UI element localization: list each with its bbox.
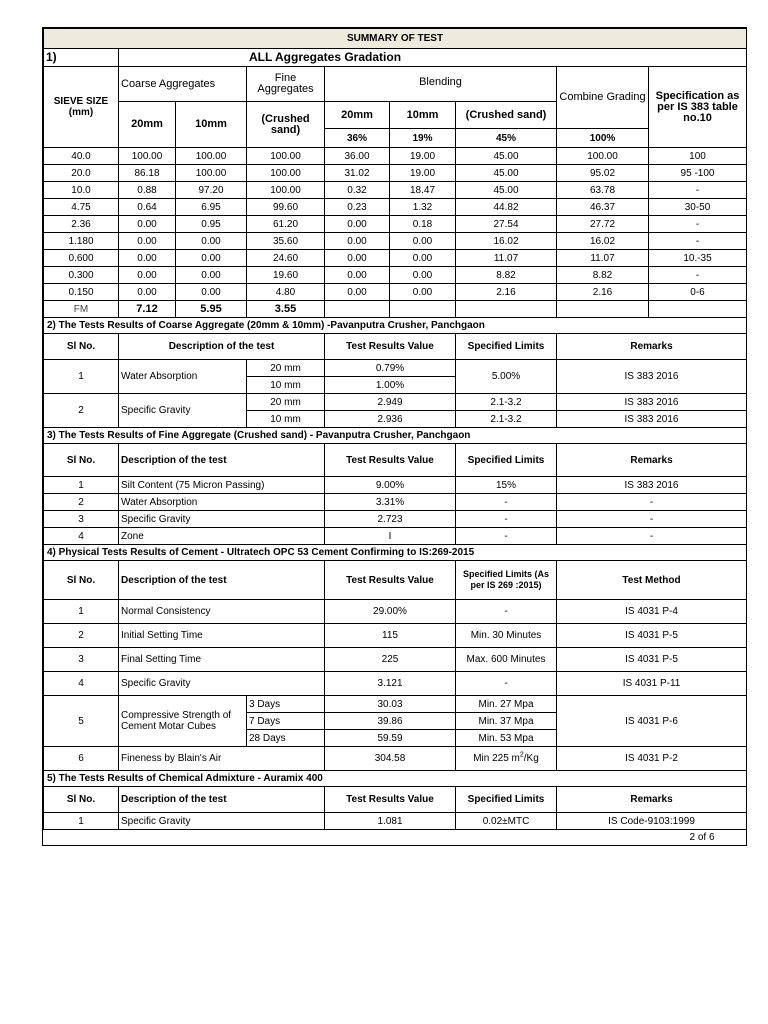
s4-sl-cell: 3 bbox=[44, 648, 119, 672]
specification-cell: - bbox=[649, 233, 747, 250]
s4-method-cell: IS 4031 P-11 bbox=[557, 672, 747, 696]
gradation-row bbox=[44, 267, 747, 284]
s2-wa-remark: IS 383 2016 bbox=[557, 360, 747, 394]
s3-desc-cell: Silt Content (75 Micron Passing) bbox=[119, 477, 325, 494]
gradation-row bbox=[44, 250, 747, 267]
s4-cs-limit-28: Min. 53 Mpa bbox=[456, 730, 557, 747]
s4-value-cell: 225 bbox=[325, 648, 456, 672]
blend-20mm-cell: 36.00 bbox=[325, 148, 390, 165]
coarse-10mm-cell: 0.00 bbox=[176, 284, 247, 301]
blend-sand-cell: 2.16 bbox=[456, 284, 557, 301]
blend-20mm-cell: 0.32 bbox=[325, 182, 390, 199]
sieve-size-cell: 2.36 bbox=[44, 216, 119, 233]
s3-limit-cell: - bbox=[456, 528, 557, 545]
s2-wa-val1: 0.79% bbox=[325, 360, 456, 377]
blend-20mm-percent: 36% bbox=[325, 129, 390, 148]
blend-sand-cell: 16.02 bbox=[456, 233, 557, 250]
gradation-row bbox=[44, 165, 747, 182]
section1-number: 1) bbox=[44, 49, 119, 67]
s4-cs-desc: Compressive Strength of Cement Motar Cubes bbox=[119, 696, 247, 747]
s5-remark: IS Code-9103:1999 bbox=[557, 813, 747, 830]
blend-sand-cell: 45.00 bbox=[456, 165, 557, 182]
coarse-10mm-header: 10mm bbox=[176, 102, 247, 148]
s5-remarks-header: Remarks bbox=[557, 787, 747, 813]
s4-cs-day-3: 3 Days bbox=[247, 696, 325, 713]
fine-sand-cell: 35.60 bbox=[247, 233, 325, 250]
fine-sand-cell: 24.60 bbox=[247, 250, 325, 267]
blend-20mm-cell: 0.00 bbox=[325, 284, 390, 301]
cement-row bbox=[44, 624, 747, 648]
blend-20mm-cell: 0.00 bbox=[325, 267, 390, 284]
s5-desc-header: Description of the test bbox=[119, 787, 325, 813]
s3-desc-cell: Zone bbox=[119, 528, 325, 545]
specification-cell: 10.-35 bbox=[649, 250, 747, 267]
sieve-size-cell: 0.600 bbox=[44, 250, 119, 267]
s4-sl-cell: 2 bbox=[44, 624, 119, 648]
blend-10mm-cell: 19.00 bbox=[390, 165, 456, 182]
combine-grading-cell: 16.02 bbox=[557, 233, 649, 250]
blend-10mm-cell: 1.32 bbox=[390, 199, 456, 216]
coarse-10mm-cell: 0.00 bbox=[176, 267, 247, 284]
s2-sg-desc: Specific Gravity bbox=[119, 394, 247, 428]
s3-value-cell: 3.31% bbox=[325, 494, 456, 511]
s2-sg-val1: 2.949 bbox=[325, 394, 456, 411]
coarse-10mm-cell: 97.20 bbox=[176, 182, 247, 199]
fine-sand-cell: 61.20 bbox=[247, 216, 325, 233]
section2-title: 2) The Tests Results of Coarse Aggregate (20mm & 10mm) -Pavanputra Crusher, Panchgaon bbox=[44, 318, 747, 334]
coarse-aggregates-header: Coarse Aggregates bbox=[119, 67, 247, 102]
blend-sand-cell: 45.00 bbox=[456, 182, 557, 199]
s4-method-header: Test Method bbox=[557, 561, 747, 600]
blend-10mm-cell: 0.00 bbox=[390, 284, 456, 301]
s2-wa-size2: 10 mm bbox=[247, 377, 325, 394]
s3-sl-cell: 4 bbox=[44, 528, 119, 545]
coarse-10mm-cell: 0.95 bbox=[176, 216, 247, 233]
s3-desc-cell: Specific Gravity bbox=[119, 511, 325, 528]
s2-remarks-header: Remarks bbox=[557, 334, 747, 360]
s3-value-header: Test Results Value bbox=[325, 444, 456, 477]
s2-sg-val2: 2.936 bbox=[325, 411, 456, 428]
combine-grading-cell: 2.16 bbox=[557, 284, 649, 301]
s3-limit-cell: - bbox=[456, 494, 557, 511]
coarse-10mm-cell: 0.00 bbox=[176, 233, 247, 250]
s4-cs-method: IS 4031 P-6 bbox=[557, 696, 747, 747]
s4-method-cell: IS 4031 P-4 bbox=[557, 600, 747, 624]
coarse-20mm-cell: 0.00 bbox=[119, 233, 176, 250]
s4-value-cell: 115 bbox=[325, 624, 456, 648]
combine-percent: 100% bbox=[557, 129, 649, 148]
s4-fineness-sl: 6 bbox=[44, 747, 119, 771]
s4-fineness-limit: Min 225 $m^2/Kg$ bbox=[456, 747, 557, 771]
s3-desc-cell: Water Absorption bbox=[119, 494, 325, 511]
s4-cs-sl: 5 bbox=[44, 696, 119, 747]
s4-fineness-method: IS 4031 P-2 bbox=[557, 747, 747, 771]
blend-20mm-cell: 0.00 bbox=[325, 233, 390, 250]
s4-limit-cell: - bbox=[456, 672, 557, 696]
s5-sl: 1 bbox=[44, 813, 119, 830]
s5-value: 1.081 bbox=[325, 813, 456, 830]
s2-sg-remark1: IS 383 2016 bbox=[557, 394, 747, 411]
summary-sheet bbox=[42, 27, 747, 846]
s4-sl-cell: 4 bbox=[44, 672, 119, 696]
s2-desc-header: Description of the test bbox=[119, 334, 325, 360]
blend-10mm-cell: 0.00 bbox=[390, 250, 456, 267]
section1-title: ALL Aggregates Gradation bbox=[119, 49, 747, 67]
sieve-size-cell: 40.0 bbox=[44, 148, 119, 165]
sieve-size-cell: 20.0 bbox=[44, 165, 119, 182]
coarse-20mm-cell: 0.00 bbox=[119, 216, 176, 233]
fine-aggregate-row bbox=[44, 494, 747, 511]
gradation-row bbox=[44, 148, 747, 165]
s5-limit: 0.02±MTC bbox=[456, 813, 557, 830]
s4-limits-header: Specified Limits (As per IS 269 :2015) bbox=[456, 561, 557, 600]
blend-sand-cell: 8.82 bbox=[456, 267, 557, 284]
combine-grading-cell: 46.37 bbox=[557, 199, 649, 216]
coarse-20mm-cell: 0.64 bbox=[119, 199, 176, 216]
s4-value-cell: 3.121 bbox=[325, 672, 456, 696]
combine-grading-cell: 100.00 bbox=[557, 148, 649, 165]
specification-cell: - bbox=[649, 182, 747, 199]
blend-20mm-cell: 0.00 bbox=[325, 216, 390, 233]
s2-sg-sl: 2 bbox=[44, 394, 119, 428]
s4-sl-header: Sl No. bbox=[44, 561, 119, 600]
sieve-size-header: SIEVE SIZE (mm) bbox=[44, 67, 119, 148]
s4-cs-limit-3: Min. 27 Mpa bbox=[456, 696, 557, 713]
fine-sand-cell: 19.60 bbox=[247, 267, 325, 284]
s3-limit-cell: 15% bbox=[456, 477, 557, 494]
sieve-size-cell: 0.300 bbox=[44, 267, 119, 284]
cement-row bbox=[44, 600, 747, 624]
fm-coarse-20: 7.12 bbox=[119, 301, 176, 318]
s2-wa-val2: 1.00% bbox=[325, 377, 456, 394]
s3-sl-cell: 3 bbox=[44, 511, 119, 528]
blend-10mm-percent: 19% bbox=[390, 129, 456, 148]
blend-sand-cell: 44.82 bbox=[456, 199, 557, 216]
coarse-10mm-cell: 6.95 bbox=[176, 199, 247, 216]
summary-title: SUMMARY OF TEST bbox=[44, 29, 747, 49]
s4-fineness-desc: Fineness by Blain's Air bbox=[119, 747, 325, 771]
s2-sg-size1: 20 mm bbox=[247, 394, 325, 411]
fine-sand-cell: 99.60 bbox=[247, 199, 325, 216]
specification-cell: - bbox=[649, 267, 747, 284]
s5-value-header: Test Results Value bbox=[325, 787, 456, 813]
coarse-20mm-header: 20mm bbox=[119, 102, 176, 148]
gradation-row bbox=[44, 199, 747, 216]
s3-remarks-header: Remarks bbox=[557, 444, 747, 477]
s4-cs-val-3: 30.03 bbox=[325, 696, 456, 713]
s4-cs-day-28: 28 Days bbox=[247, 730, 325, 747]
coarse-20mm-cell: 0.00 bbox=[119, 250, 176, 267]
s4-desc-header: Description of the test bbox=[119, 561, 325, 600]
sieve-size-cell: 1.180 bbox=[44, 233, 119, 250]
fine-sand-cell: 4.80 bbox=[247, 284, 325, 301]
s2-wa-sl: 1 bbox=[44, 360, 119, 394]
blend-10mm-cell: 0.18 bbox=[390, 216, 456, 233]
coarse-10mm-cell: 100.00 bbox=[176, 148, 247, 165]
s3-remark-cell: - bbox=[557, 528, 747, 545]
s3-limit-cell: - bbox=[456, 511, 557, 528]
s5-desc: Specific Gravity bbox=[119, 813, 325, 830]
fine-aggregate-row bbox=[44, 477, 747, 494]
specification-cell: 100 bbox=[649, 148, 747, 165]
coarse-20mm-cell: 0.00 bbox=[119, 267, 176, 284]
s3-sl-cell: 2 bbox=[44, 494, 119, 511]
gradation-rows bbox=[44, 148, 747, 301]
specification-cell: 95 -100 bbox=[649, 165, 747, 182]
s2-sg-limit2: 2.1-3.2 bbox=[456, 411, 557, 428]
cement-rows bbox=[44, 600, 747, 696]
s4-cs-val-7: 39.86 bbox=[325, 713, 456, 730]
blend-sand-header: (Crushed sand) bbox=[456, 102, 557, 129]
fine-sand-cell: 100.00 bbox=[247, 182, 325, 199]
fine-aggregate-rows bbox=[44, 477, 747, 545]
s3-limits-header: Specified Limits bbox=[456, 444, 557, 477]
coarse-10mm-cell: 100.00 bbox=[176, 165, 247, 182]
s4-value-header: Test Results Value bbox=[325, 561, 456, 600]
blend-10mm-cell: 18.47 bbox=[390, 182, 456, 199]
s4-method-cell: IS 4031 P-5 bbox=[557, 648, 747, 672]
combine-grading-cell: 27.72 bbox=[557, 216, 649, 233]
combine-grading-cell: 95.02 bbox=[557, 165, 649, 182]
sieve-size-cell: 10.0 bbox=[44, 182, 119, 199]
blend-10mm-cell: 0.00 bbox=[390, 233, 456, 250]
s4-desc-cell: Specific Gravity bbox=[119, 672, 325, 696]
s2-wa-size1: 20 mm bbox=[247, 360, 325, 377]
s5-limits-header: Specified Limits bbox=[456, 787, 557, 813]
fm-fine: 3.55 bbox=[247, 301, 325, 318]
combine-grading-cell: 63.78 bbox=[557, 182, 649, 199]
s3-sl-cell: 1 bbox=[44, 477, 119, 494]
s2-wa-limit: 5.00% bbox=[456, 360, 557, 394]
s3-remark-cell: IS 383 2016 bbox=[557, 477, 747, 494]
s2-limits-header: Specified Limits bbox=[456, 334, 557, 360]
gradation-row bbox=[44, 216, 747, 233]
specification-cell: - bbox=[649, 216, 747, 233]
combine-grading-cell: 8.82 bbox=[557, 267, 649, 284]
specification-header: Specification as per IS 383 table no.10 bbox=[649, 67, 747, 148]
gradation-row bbox=[44, 233, 747, 250]
s5-sl-header: Sl No. bbox=[44, 787, 119, 813]
s4-cs-val-28: 59.59 bbox=[325, 730, 456, 747]
fine-aggregate-row bbox=[44, 511, 747, 528]
fm-label: FM bbox=[44, 301, 119, 318]
s3-desc-header: Description of the test bbox=[119, 444, 325, 477]
blend-sand-percent: 45% bbox=[456, 129, 557, 148]
section4-title: 4) Physical Tests Results of Cement - Ultratech OPC 53 Cement Confirming to IS:269-2015 bbox=[44, 545, 747, 561]
gradation-row bbox=[44, 182, 747, 199]
s4-limit-cell: - bbox=[456, 600, 557, 624]
s2-wa-desc: Water Absorption bbox=[119, 360, 247, 394]
s2-sg-limit1: 2.1-3.2 bbox=[456, 394, 557, 411]
sieve-size-cell: 0.150 bbox=[44, 284, 119, 301]
fm-coarse-10: 5.95 bbox=[176, 301, 247, 318]
blending-header: Blending bbox=[325, 67, 557, 102]
s4-cs-limit-7: Min. 37 Mpa bbox=[456, 713, 557, 730]
s4-fineness-value: 304.58 bbox=[325, 747, 456, 771]
combine-grading-header: Combine Grading bbox=[557, 67, 649, 129]
blend-10mm-cell: 0.00 bbox=[390, 267, 456, 284]
s3-value-cell: 9.00% bbox=[325, 477, 456, 494]
sieve-size-cell: 4.75 bbox=[44, 199, 119, 216]
blend-sand-cell: 27.54 bbox=[456, 216, 557, 233]
blend-20mm-cell: 0.23 bbox=[325, 199, 390, 216]
s2-value-header: Test Results Value bbox=[325, 334, 456, 360]
s4-desc-cell: Initial Setting Time bbox=[119, 624, 325, 648]
section5-title: 5) The Tests Results of Chemical Admixture - Auramix 400 bbox=[44, 771, 747, 787]
blend-10mm-cell: 19.00 bbox=[390, 148, 456, 165]
specification-cell: 0-6 bbox=[649, 284, 747, 301]
s3-value-cell: I bbox=[325, 528, 456, 545]
s4-desc-cell: Normal Consistency bbox=[119, 600, 325, 624]
cement-row bbox=[44, 648, 747, 672]
blend-20mm-cell: 31.02 bbox=[325, 165, 390, 182]
s4-limit-cell: Max. 600 Minutes bbox=[456, 648, 557, 672]
blend-20mm-cell: 0.00 bbox=[325, 250, 390, 267]
s4-sl-cell: 1 bbox=[44, 600, 119, 624]
s2-sg-size2: 10 mm bbox=[247, 411, 325, 428]
coarse-20mm-cell: 0.88 bbox=[119, 182, 176, 199]
page-number: 2 of 6 bbox=[689, 832, 715, 843]
s4-limit-cell: Min. 30 Minutes bbox=[456, 624, 557, 648]
blend-sand-cell: 11.07 bbox=[456, 250, 557, 267]
cement-row bbox=[44, 672, 747, 696]
fine-aggregate-row bbox=[44, 528, 747, 545]
fine-sand-cell: 100.00 bbox=[247, 148, 325, 165]
section3-title: 3) The Tests Results of Fine Aggregate (Crushed sand) - Pavanputra Crusher, Panchgaon bbox=[44, 428, 747, 444]
s4-desc-cell: Final Setting Time bbox=[119, 648, 325, 672]
s3-value-cell: 2.723 bbox=[325, 511, 456, 528]
s4-value-cell: 29.00% bbox=[325, 600, 456, 624]
blend-sand-cell: 45.00 bbox=[456, 148, 557, 165]
s4-method-cell: IS 4031 P-5 bbox=[557, 624, 747, 648]
coarse-20mm-cell: 100.00 bbox=[119, 148, 176, 165]
blend-20mm-header: 20mm bbox=[325, 102, 390, 129]
fine-crushed-sand-header: (Crushed sand) bbox=[247, 102, 325, 148]
coarse-10mm-cell: 0.00 bbox=[176, 250, 247, 267]
s2-sg-remark2: IS 383 2016 bbox=[557, 411, 747, 428]
coarse-20mm-cell: 86.18 bbox=[119, 165, 176, 182]
s3-remark-cell: - bbox=[557, 511, 747, 528]
fine-aggregates-header: Fine Aggregates bbox=[247, 67, 325, 102]
s2-sl-header: Sl No. bbox=[44, 334, 119, 360]
blend-10mm-header: 10mm bbox=[390, 102, 456, 129]
specification-cell: 30-50 bbox=[649, 199, 747, 216]
gradation-row bbox=[44, 284, 747, 301]
s3-sl-header: Sl No. bbox=[44, 444, 119, 477]
summary-table bbox=[43, 28, 747, 845]
coarse-20mm-cell: 0.00 bbox=[119, 284, 176, 301]
s3-remark-cell: - bbox=[557, 494, 747, 511]
combine-grading-cell: 11.07 bbox=[557, 250, 649, 267]
s4-cs-day-7: 7 Days bbox=[247, 713, 325, 730]
fine-sand-cell: 100.00 bbox=[247, 165, 325, 182]
